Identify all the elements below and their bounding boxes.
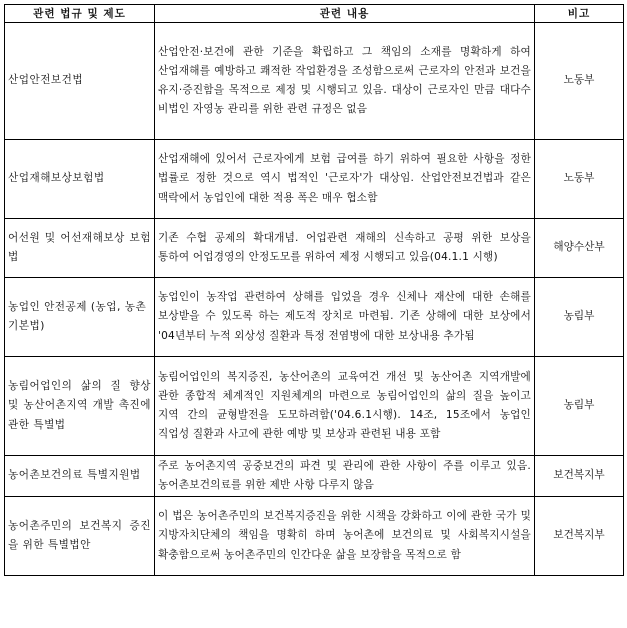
law-name-cell: 어선원 및 어선재해보상 보험법 bbox=[5, 219, 155, 278]
ministry-cell: 노동부 bbox=[535, 23, 624, 140]
content-cell: 농림어업인의 복지증진, 농산어촌의 교육여건 개선 및 농산어촌 지역개발에 관한 종합적 체계적인 지원체계의 마련으로 농림어업인의 삶의 질을 높이고 지역 간의 균형발전을 도모하려함('04.6.1시행). 14조, 15조에서 농업인 직업성 질환과 사고에 관한 예방 및 보상과 관련된 내용 포함 bbox=[155, 357, 535, 456]
content-cell: 기존 수협 공제의 확대개념. 어업관련 재해의 신속하고 공평 위한 보상을 통하여 어업경영의 안정도모를 위하여 제정 시행되고 있음(04.1.1 시행) bbox=[155, 219, 535, 278]
law-name-cell: 농어촌주민의 보건복지 증진을 위한 특별법안 bbox=[5, 497, 155, 576]
content-cell: 산업안전·보건에 관한 기준을 확립하고 그 책임의 소재를 명확하게 하여 산업재해를 예방하고 쾌적한 작업환경을 조성함으로써 근로자의 안전과 보건을 유지·증진함을 목적으로 제정 및 시행되고 있음. 대상이 근로자인 만큼 대다수 비법인 자영농 관리를 위한 관련 규정은 없음 bbox=[155, 23, 535, 140]
law-name-cell: 산업안전보건법 bbox=[5, 23, 155, 140]
ministry-cell: 해양수산부 bbox=[535, 219, 624, 278]
ministry-cell: 보건복지부 bbox=[535, 497, 624, 576]
table-row bbox=[5, 140, 624, 219]
content-cell: 농업인이 농작업 관련하여 상해를 입었을 경우 신체나 재산에 대한 손해를 보상받을 수 있도록 하는 제도적 장치로 마련됨. 기존 상해에 대한 보상에서 '04년부터 누적 외상성 질환과 특정 전염병에 대한 보상내용 추가됨 bbox=[155, 278, 535, 357]
content-cell: 주로 농어촌지역 공중보건의 파견 및 관리에 관한 사항이 주를 이루고 있음. 농어촌보건의료를 위한 제반 사항 다루지 않음 bbox=[155, 456, 535, 497]
table-row bbox=[5, 357, 624, 456]
ministry-cell: 노동부 bbox=[535, 140, 624, 219]
law-name-cell: 농어촌보건의료 특별지원법 bbox=[5, 456, 155, 497]
law-table bbox=[4, 4, 624, 576]
table-row bbox=[5, 497, 624, 576]
header-law: 관련 법규 및 제도 bbox=[5, 5, 155, 23]
ministry-cell: 농림부 bbox=[535, 278, 624, 357]
header-note: 비고 bbox=[535, 5, 624, 23]
table-row bbox=[5, 219, 624, 278]
table-row bbox=[5, 456, 624, 497]
law-name-cell: 산업재해보상보험법 bbox=[5, 140, 155, 219]
law-name-cell: 농림어업인의 삶의 질 향상 및 농산어촌지역 개발 촉진에 관한 특별법 bbox=[5, 357, 155, 456]
content-cell: 이 법은 농어촌주민의 보건복지증진을 위한 시책을 강화하고 이에 관한 국가 및 지방자치단체의 책임을 명확히 하며 농어촌에 보건의료 및 사회복지시설을 확충함으로써 농어촌주민의 인간다운 삶을 보장함을 목적으로 함 bbox=[155, 497, 535, 576]
law-name-cell: 농업인 안전공제 (농업, 농촌 기본법) bbox=[5, 278, 155, 357]
table-row bbox=[5, 278, 624, 357]
ministry-cell: 보건복지부 bbox=[535, 456, 624, 497]
header-content: 관련 내용 bbox=[155, 5, 535, 23]
content-cell: 산업재해에 있어서 근로자에게 보험 급여를 하기 위하여 필요한 사항을 정한 법률로 정한 것으로 역시 법적인 '근로자'가 대상임. 산업안전보건법과 같은 맥락에서 농업인에 대한 적용 폭은 매우 협소함 bbox=[155, 140, 535, 219]
table-row bbox=[5, 23, 624, 140]
ministry-cell: 농림부 bbox=[535, 357, 624, 456]
table-header bbox=[5, 5, 624, 23]
